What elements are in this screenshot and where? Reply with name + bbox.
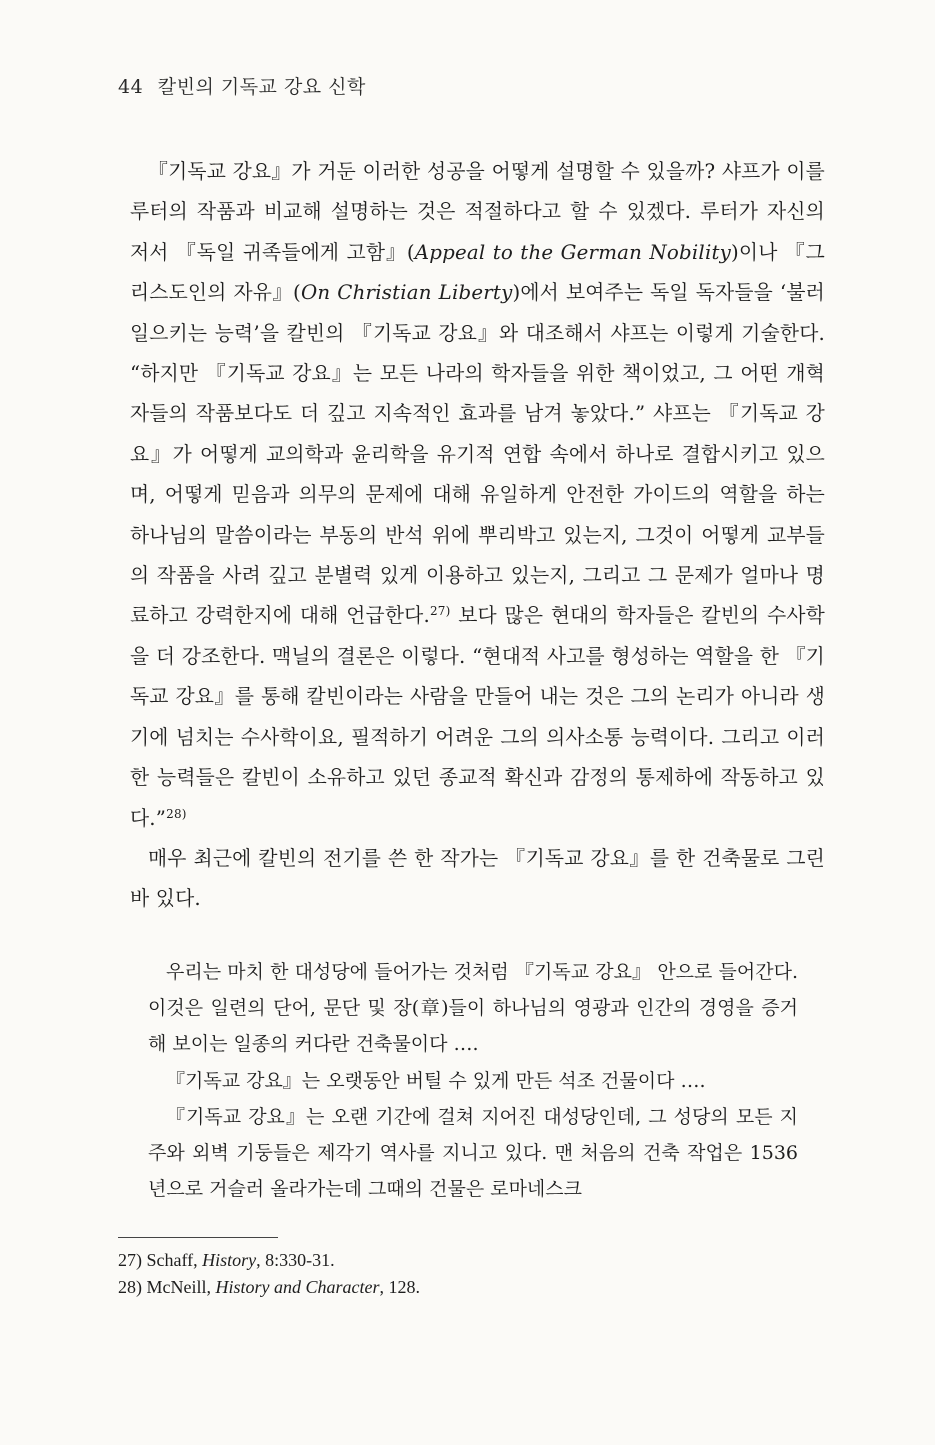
- quote-paragraph-1: 우리는 마치 한 대성당에 들어가는 것처럼 『기독교 강요』 안으로 들어간다. 이것은 일련의 단어, 문단 및 장(章)들이 하나님의 영광과 인간의 경영을 증거해 보이는 일종의 커다란 건축물이다 ….: [148, 961, 798, 1056]
- p1-text-f: 보다 많은 현대의 학자들은 칼빈의 수사학을 더 강조한다. 맥닐의 결론은 이렇다. “현대적 사고를 형성하는 역할을 한 『기독교 강요』를 통해 칼빈이라는 사람을 만들어 내는 것은 그의 논리가 아니라 생기에 넘치는 수사학이요, 필적하기 어려운 그의 의사소통 능력이다. 그리고 이러한 능력들은 칼빈이 소유하고 있던 종교적 확신과 감정의 통제하에 작동하고 있다.”: [130, 604, 825, 830]
- footnote-divider: [118, 1237, 278, 1238]
- footnote-28: [118, 1274, 420, 1301]
- footnote-28-rest: , 128.: [379, 1277, 420, 1297]
- footnote-28-lead: 28) McNeill,: [118, 1277, 216, 1297]
- running-header: [118, 72, 366, 99]
- footnote-ref-28: 28): [166, 806, 187, 821]
- p1-text-e: )에서 보여주는 독일 독자들을 ‘불러일으키는 능력’을 칼빈의 『기독교 강요』와 대조해서 샤프는 이렇게 기술한다. “하지만 『기독교 강요』는 모든 나라의 학자들을 위한 책이었고, 그 어떤 개혁자들의 작품보다도 더 깊고 지속적인 효과를 남겨 놓았다.” 샤프는 『기독교 강요』가 어떻게 교의학과 윤리학을 유기적 연합 속에서 하나로 결합시키고 있으며, 어떻게 믿음과 의무의 문제에 대해 유일하게 안전한 가이드의 역할을 하는 하나님의 말씀이라는 부동의 반석 위에 뿌리박고 있는지, 그것이 어떻게 교부들의 작품을 사려 깊고 분별력 있게 이용하고 있는지, 그리고 그 문제가 얼마나 명료하고 강력한지에 대해 언급한다.: [130, 281, 825, 628]
- footnote-27-lead: 27) Schaff,: [118, 1250, 203, 1270]
- footnotes: [118, 1247, 420, 1301]
- footnote-27-rest: , 8:330-31.: [256, 1250, 335, 1270]
- page-number: 44: [118, 76, 144, 98]
- p1-text-a: 『기독교 강요』가 거둔 이러한 성공을 어떻게 설명할 수 있을까? 샤프가 이를 루터의 작품과 비교해 설명하는 것은 적절하다고 할 수 있겠다. 루터가 자신의 저서 『독일 귀족들에게 고함』(: [130, 160, 825, 264]
- p1-title-appeal: Appeal to the German Nobility: [414, 240, 731, 264]
- quote-paragraph-3: 『기독교 강요』는 오랜 기간에 걸쳐 지어진 대성당인데, 그 성당의 모든 지주와 외벽 기둥들은 제각기 역사를 지니고 있다. 맨 처음의 건축 작업은 1536년으로 거슬러 올라가는데 그때의 건물은 로마네스크: [148, 1105, 798, 1201]
- footnote-27-title: History: [202, 1250, 257, 1270]
- p1-title-liberty: On Christian Liberty: [300, 281, 513, 305]
- quote-paragraph-2: 『기독교 강요』는 오랫동안 버틸 수 있게 만든 석조 건물이다 ….: [166, 1069, 706, 1092]
- block-quote: [148, 954, 798, 1207]
- footnote-27: [118, 1247, 420, 1274]
- running-title: 칼빈의 기독교 강요 신학: [157, 76, 366, 98]
- footnote-ref-27: 27): [429, 604, 451, 619]
- paragraph-1: [130, 152, 825, 839]
- paragraph-2: 매우 최근에 칼빈의 전기를 쓴 한 작가는 『기독교 강요』를 한 건축물로 그린 바 있다.: [130, 846, 825, 911]
- body-text: [130, 152, 825, 920]
- footnote-28-title: History and Character: [215, 1277, 380, 1297]
- p1-text-c: )이나 『그리스도인의 자유』(: [130, 240, 825, 305]
